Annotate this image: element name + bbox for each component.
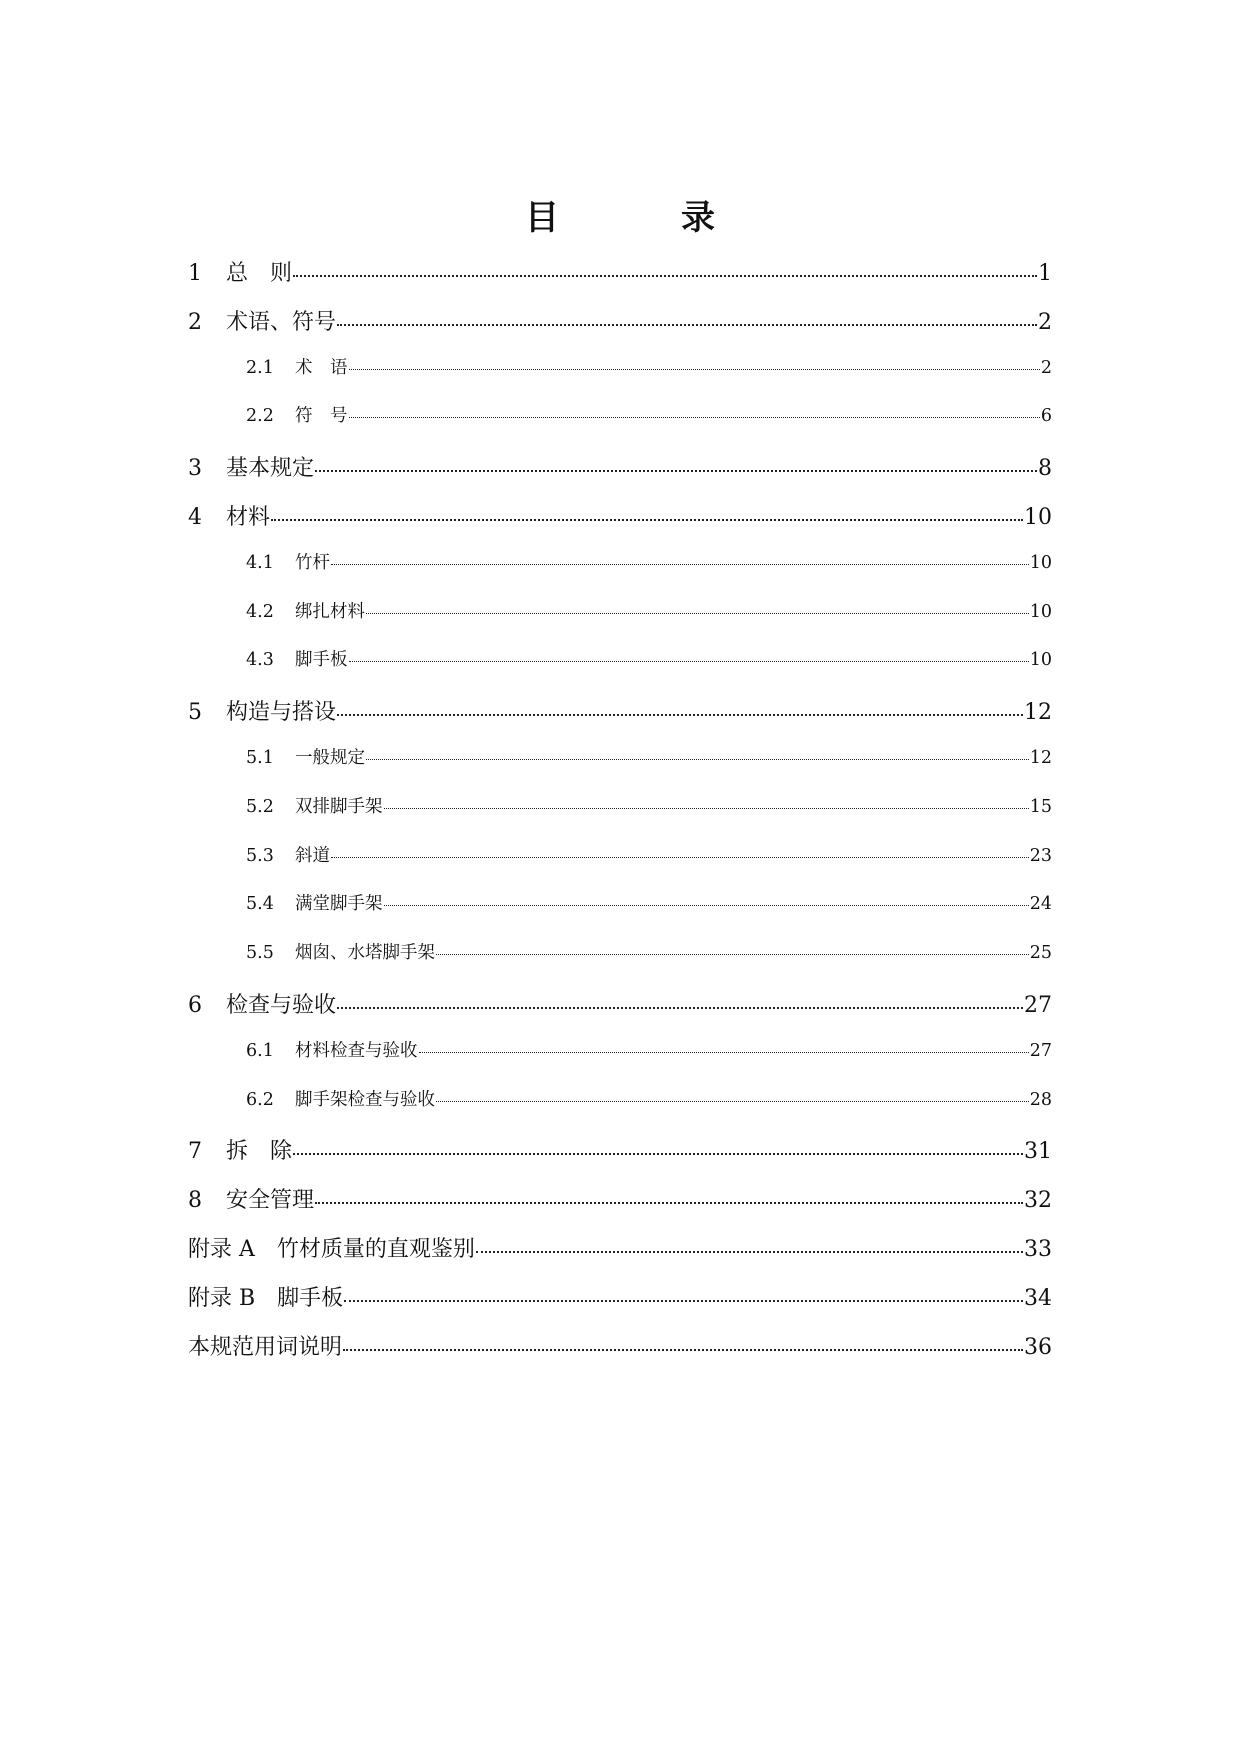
toc-entry-title: 绑扎材料: [295, 601, 365, 622]
toc-entry-page: 34: [1024, 1285, 1052, 1311]
toc-entry-page: 10: [1029, 552, 1052, 573]
toc-entry-page: 2: [1040, 357, 1052, 378]
toc-entry-title: 脚手架检查与验收: [295, 1089, 435, 1110]
toc-dot-leader: [293, 1153, 1023, 1155]
toc-entry-page: 33: [1024, 1236, 1052, 1262]
toc-entry[interactable]: [188, 256, 1052, 305]
toc-entry-number: 3: [188, 456, 202, 482]
toc-entry-number: 5.5: [246, 943, 274, 964]
toc-entry[interactable]: [188, 939, 1052, 988]
toc-dot-leader: [436, 954, 1029, 955]
toc-entry-number: 2.2: [246, 406, 274, 427]
toc-entry[interactable]: [188, 1183, 1052, 1232]
toc-entry-number: 2.1: [246, 357, 274, 378]
toc-entry[interactable]: [188, 402, 1052, 451]
toc-entry[interactable]: [188, 793, 1052, 842]
toc-dot-leader: [337, 324, 1037, 326]
toc-entry-page: 10: [1024, 504, 1052, 530]
toc-entry-title: 附录 B 脚手板: [188, 1285, 344, 1311]
toc-entry-page: 15: [1029, 796, 1052, 817]
toc-dot-leader: [337, 714, 1023, 716]
toc-entry[interactable]: [188, 1134, 1052, 1183]
toc-dot-leader: [293, 275, 1037, 277]
toc-entry-page: 10: [1029, 601, 1052, 622]
toc-entry-title: 满堂脚手架: [295, 894, 383, 915]
toc-dot-leader: [384, 808, 1029, 809]
toc-entry-page: 31: [1024, 1139, 1052, 1165]
toc-entry-title: 一般规定: [295, 747, 365, 768]
toc-entry-title: 构造与搭设: [226, 700, 337, 726]
toc-entry[interactable]: [188, 305, 1052, 354]
toc-title: 目 录: [525, 198, 759, 238]
toc-entry[interactable]: [188, 549, 1052, 598]
toc-entry-number: 4.2: [246, 601, 274, 622]
toc-entry[interactable]: [188, 1037, 1052, 1086]
toc-entry[interactable]: [188, 744, 1052, 793]
toc-entry-number: 5.3: [246, 845, 274, 866]
toc-entry[interactable]: [188, 1281, 1052, 1330]
toc-entry[interactable]: [188, 646, 1052, 695]
toc-entry-title: 基本规定: [226, 456, 315, 482]
toc-dot-leader: [315, 1202, 1023, 1204]
toc-dot-leader: [337, 1007, 1023, 1009]
toc-dot-leader: [384, 905, 1029, 906]
toc-dot-leader: [315, 470, 1037, 472]
toc-dot-leader: [331, 564, 1029, 565]
toc-entry-title: 符 号: [295, 406, 348, 427]
toc-entry-number: 8: [188, 1188, 202, 1214]
toc-dot-leader: [343, 1349, 1023, 1351]
toc-entry-title: 检查与验收: [226, 992, 337, 1018]
toc-entry[interactable]: [188, 988, 1052, 1037]
toc-entry-page: 8: [1038, 456, 1052, 482]
toc-entry-page: 25: [1029, 943, 1052, 964]
toc-dot-leader: [271, 519, 1023, 521]
toc-entry-number: 4.3: [246, 650, 274, 671]
toc-entry[interactable]: [188, 1232, 1052, 1281]
toc-entry-number: 6.2: [246, 1089, 274, 1110]
toc-dot-leader: [366, 613, 1029, 614]
toc-entry-page: 24: [1029, 894, 1052, 915]
toc-entry[interactable]: [188, 890, 1052, 939]
toc-entry[interactable]: [188, 451, 1052, 500]
toc-entry-number: 6: [188, 992, 202, 1018]
toc-entry[interactable]: [188, 598, 1052, 647]
toc-list: [188, 256, 1052, 1378]
toc-entry-number: 4: [188, 504, 202, 530]
toc-entry-title: 本规范用词说明: [188, 1334, 343, 1360]
toc-entry-page: 1: [1038, 261, 1052, 286]
toc-entry-page: 27: [1029, 1040, 1052, 1061]
toc-entry-number: 1: [188, 261, 202, 286]
toc-entry-number: 5.2: [246, 796, 274, 817]
toc-entry-title: 术 语: [295, 357, 348, 378]
toc-entry-title: 脚手板: [295, 650, 348, 671]
toc-entry-page: 32: [1024, 1188, 1052, 1214]
toc-dot-leader: [436, 1101, 1029, 1102]
toc-entry-title: 竹杆: [295, 552, 330, 573]
toc-dot-leader: [366, 759, 1029, 760]
toc-entry-page: 27: [1024, 992, 1052, 1018]
toc-entry[interactable]: [188, 1330, 1052, 1379]
toc-entry-title: 安全管理: [226, 1188, 315, 1214]
toc-entry-number: 7: [188, 1139, 202, 1165]
toc-entry-page: 36: [1024, 1334, 1052, 1360]
toc-dot-leader: [349, 417, 1040, 418]
toc-entry-page: 6: [1040, 406, 1052, 427]
toc-entry-number: 6.1: [246, 1040, 274, 1061]
toc-dot-leader: [419, 1052, 1029, 1053]
toc-entry-number: 2: [188, 309, 202, 335]
toc-entry-page: 12: [1024, 700, 1052, 726]
toc-entry-page: 23: [1029, 845, 1052, 866]
toc-entry[interactable]: [188, 500, 1052, 549]
toc-dot-leader: [344, 1300, 1023, 1302]
toc-entry-title: 材料检查与验收: [295, 1040, 418, 1061]
toc-entry-number: 5: [188, 700, 202, 726]
toc-dot-leader: [349, 369, 1040, 370]
toc-entry-title: 材料: [226, 504, 271, 530]
toc-entry-page: 12: [1029, 747, 1052, 768]
toc-entry-title: 拆 除: [226, 1139, 293, 1165]
toc-entry-page: 2: [1038, 309, 1052, 335]
toc-entry-number: 4.1: [246, 552, 274, 573]
toc-dot-leader: [476, 1251, 1023, 1253]
toc-entry[interactable]: [188, 842, 1052, 891]
toc-entry-page: 28: [1029, 1089, 1052, 1110]
toc-entry-title: 斜道: [295, 845, 330, 866]
toc-entry-number: 5.1: [246, 747, 274, 768]
toc-entry-title: 附录 A 竹材质量的直观鉴别: [188, 1236, 475, 1262]
toc-entry[interactable]: [188, 695, 1052, 744]
toc-entry-title: 双排脚手架: [295, 796, 383, 817]
toc-entry[interactable]: [188, 1086, 1052, 1135]
toc-dot-leader: [349, 661, 1029, 662]
toc-entry-title: 术语、符号: [226, 309, 337, 335]
toc-dot-leader: [331, 857, 1029, 858]
toc-entry[interactable]: [188, 354, 1052, 403]
toc-entry-title: 总 则: [226, 261, 293, 286]
toc-entry-title: 烟囱、水塔脚手架: [295, 943, 435, 964]
toc-entry-page: 10: [1029, 650, 1052, 671]
toc-entry-number: 5.4: [246, 894, 274, 915]
